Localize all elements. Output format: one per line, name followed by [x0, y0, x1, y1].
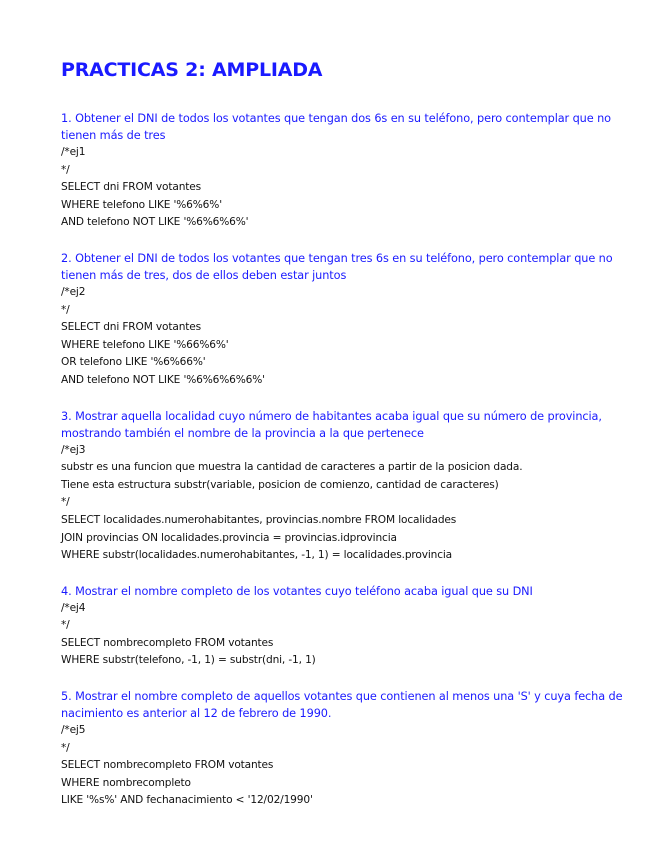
- exercise-list: [61, 110, 631, 810]
- code-line: SELECT dni FROM votantes: [61, 321, 202, 334]
- exercise-4: [61, 583, 631, 670]
- code-line: WHERE telefono LIKE '%66%6%': [61, 338, 229, 351]
- exercise-1: [61, 110, 631, 232]
- code-line: WHERE substr(localidades.numerohabitantes, -1, 1) = localidades.provincia: [61, 549, 452, 562]
- code-line: WHERE telefono LIKE '%6%6%': [61, 198, 222, 211]
- code-line: WHERE nombrecompleto: [61, 776, 191, 789]
- code-line: substr es una funcion que muestra la cantidad de caracteres a partir de la posicion dada.: [61, 461, 523, 474]
- code-line: AND telefono NOT LIKE '%6%6%6%': [61, 216, 249, 229]
- exercise-3: [61, 408, 631, 565]
- exercise-question: 4. Mostrar el nombre completo de los votantes cuyo teléfono acaba igual que su DNI: [61, 584, 533, 598]
- code-line: SELECT localidades.numerohabitantes, provincias.nombre FROM localidades: [61, 513, 457, 526]
- code-line: LIKE '%s%' AND fechanacimiento < '12/02/1990': [61, 794, 313, 807]
- code-line: */: [61, 741, 70, 754]
- exercise-question: 5. Mostrar el nombre completo de aquellos votantes que contienen al menos una 'S' y cuya fecha de nacimiento es anterior al 12 de febrero de 1990.: [61, 690, 623, 721]
- exercise-2: [61, 250, 631, 390]
- code-line: AND telefono NOT LIKE '%6%6%6%6%': [61, 373, 265, 386]
- exercise-5: [61, 688, 631, 810]
- code-line: JOIN provincias ON localidades.provincia = provincias.idprovincia: [61, 531, 397, 544]
- code-line: /*ej4: [61, 601, 86, 614]
- document-page: [61, 58, 631, 828]
- code-line: SELECT dni FROM votantes: [61, 181, 202, 194]
- code-line: SELECT nombrecompleto FROM votantes: [61, 636, 274, 649]
- document-title: PRACTICAS 2: AMPLIADA: [61, 59, 323, 81]
- code-line: */: [61, 619, 70, 632]
- code-line: */: [61, 496, 70, 509]
- code-line: /*ej1: [61, 146, 86, 158]
- exercise-question: 2. Obtener el DNI de todos los votantes que tengan tres 6s en su teléfono, pero contemplar que no tienen más de tres, dos de ellos deben estar juntos: [61, 251, 613, 282]
- code-line: /*ej2: [61, 285, 86, 298]
- code-line: Tiene esta estructura substr(variable, posicion de comienzo, cantidad de caracteres): [61, 478, 499, 491]
- code-line: SELECT nombrecompleto FROM votantes: [61, 759, 274, 772]
- exercise-question: 3. Mostrar aquella localidad cuyo número de habitantes acaba igual que su número de provincia, mostrando también el nombre de la provincia a la que pertenece: [61, 409, 602, 440]
- code-line: /*ej5: [61, 724, 86, 737]
- code-line: WHERE substr(telefono, -1, 1) = substr(dni, -1, 1): [61, 654, 316, 667]
- exercise-question: 1. Obtener el DNI de todos los votantes que tengan dos 6s en su teléfono, pero contemplar que no tienen más de tres: [61, 112, 611, 142]
- code-line: OR telefono LIKE '%6%66%': [61, 356, 206, 369]
- code-line: */: [61, 163, 70, 176]
- code-line: */: [61, 303, 70, 316]
- code-line: /*ej3: [61, 443, 86, 456]
